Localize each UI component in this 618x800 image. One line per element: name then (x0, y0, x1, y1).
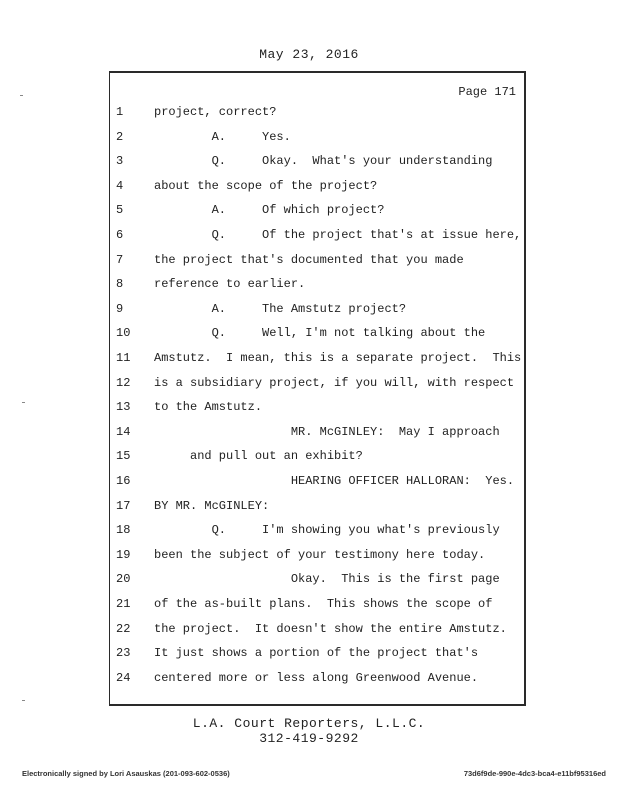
esign-left: Electronically signed by Lori Asauskas (201-093-602-0536) (22, 769, 230, 778)
transcript-line (110, 277, 524, 301)
line-text: Q. Okay. What's your understanding (154, 154, 493, 169)
header-date: May 23, 2016 (259, 47, 359, 62)
line-text: been the subject of your testimony here today. (154, 547, 486, 562)
line-text: Q. Well, I'm not talking about the (154, 326, 486, 341)
line-number: 4 (116, 178, 124, 193)
line-text: A. Yes. (154, 129, 291, 144)
transcript-line (110, 326, 524, 350)
transcript-line (110, 548, 524, 572)
transcript-line (110, 228, 524, 252)
transcript-line (110, 400, 524, 424)
line-text: of the as-built plans. This shows the scope of (154, 597, 493, 611)
line-number: 3 (116, 154, 124, 169)
transcript-line (110, 130, 524, 154)
line-number: 15 (116, 449, 131, 464)
transcript-line (110, 253, 524, 277)
transcript-line (110, 351, 524, 375)
line-number: 19 (116, 547, 131, 562)
transcript-line (110, 302, 524, 326)
transcript-line (110, 622, 524, 646)
transcript-line (110, 572, 524, 596)
line-text: It just shows a portion of the project that's (154, 646, 479, 661)
line-text: and pull out an exhibit? (154, 449, 363, 464)
line-number: 22 (116, 621, 131, 636)
line-number: 21 (116, 597, 131, 611)
line-text: to the Amstutz. (154, 400, 263, 415)
line-text: Q. Of the project that's at issue here, (154, 228, 522, 242)
line-text: BY MR. McGINLEY: (154, 498, 270, 513)
line-number: 13 (116, 400, 131, 415)
line-number: 20 (116, 572, 131, 587)
line-text: the project. It doesn't show the entire Amstutz. (154, 621, 507, 636)
line-number: 12 (116, 375, 131, 390)
esign-right: 73d6f9de-990e-4dc3-bca4-e11bf95316ed (463, 769, 606, 778)
line-text: reference to earlier. (154, 277, 306, 292)
line-number: 10 (116, 326, 131, 341)
transcript-line (110, 523, 524, 547)
transcript-line (110, 597, 524, 621)
transcript-line (110, 646, 524, 670)
footer-company: L.A. Court Reporters, L.L.C. (192, 716, 426, 731)
transcript-line (110, 425, 524, 449)
line-text: Q. I'm showing you what's previously (154, 523, 500, 538)
line-number: 14 (116, 424, 131, 439)
transcript-line (110, 671, 524, 695)
line-number: 8 (116, 277, 124, 292)
line-text: MR. McGINLEY: May I approach (154, 424, 500, 439)
line-text: A. Of which project? (154, 203, 385, 218)
footer-phone: 312-419-9292 (259, 731, 359, 746)
line-text: centered more or less along Greenwood Avenue. (154, 670, 479, 685)
line-text: HEARING OFFICER HALLORAN: Yes. (154, 474, 515, 488)
line-text: about the scope of the project? (154, 178, 378, 193)
line-number: 6 (116, 228, 124, 242)
line-text: A. The Amstutz project? (154, 301, 407, 316)
transcript-line (110, 474, 524, 498)
transcript-frame (109, 71, 526, 706)
transcript-line (110, 179, 524, 203)
line-text: the project that's documented that you made (154, 252, 464, 267)
transcript-line (110, 105, 524, 129)
line-number: 1 (116, 105, 124, 119)
transcript-line (110, 376, 524, 400)
scan-speck (22, 700, 25, 701)
scan-speck (22, 402, 25, 403)
page-number: Page 171 (458, 85, 516, 99)
line-text: Amstutz. I mean, this is a separate project. This (154, 351, 522, 365)
line-number: 23 (116, 646, 131, 661)
line-number: 9 (116, 301, 124, 316)
transcript-line (110, 154, 524, 178)
line-number: 18 (116, 523, 131, 538)
line-number: 16 (116, 474, 131, 488)
line-text: project, correct? (154, 105, 277, 119)
line-text: Okay. This is the first page (154, 572, 500, 587)
scan-speck (20, 95, 23, 96)
line-number: 2 (116, 129, 124, 144)
transcript-line (110, 203, 524, 227)
line-number: 24 (116, 670, 131, 685)
line-text: is a subsidiary project, if you will, with respect (154, 375, 515, 390)
line-number: 5 (116, 203, 124, 218)
line-number: 7 (116, 252, 124, 267)
transcript-line (110, 449, 524, 473)
line-number: 17 (116, 498, 131, 513)
line-number: 11 (116, 351, 131, 365)
transcript-line (110, 499, 524, 523)
